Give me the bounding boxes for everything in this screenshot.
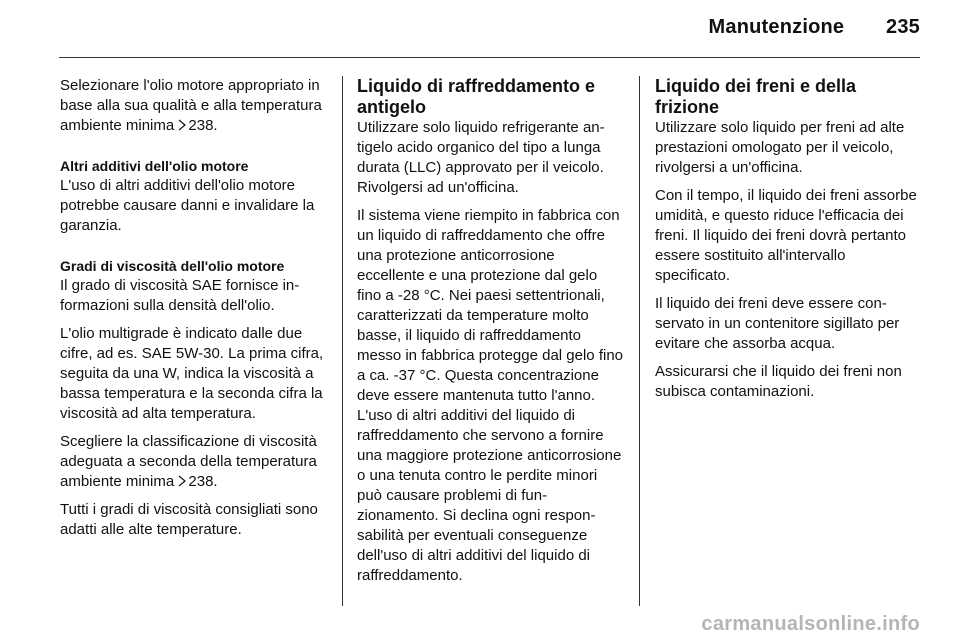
paragraph: Utilizzare solo liquido refrigerante antigelo acido organico del tipo a lunga durata (LLC) approvato per il veicolo. Rivolgersi ad un'officina. [357, 119, 605, 196]
paragraph-text: Selezionare l'olio motore appropriato in base alla sua qualità e alla temperatura ambiente minima [60, 77, 322, 134]
paragraph [60, 76, 324, 136]
section-heading: Liquido di raffreddamento e antigelo [357, 76, 596, 117]
column-3 [655, 76, 923, 410]
watermark: carmanualsonline.info [701, 613, 920, 635]
paragraph: Con il tempo, il liquido dei freni assorbe umidità, e questo riduce l'efficacia dei freni. Il liquido dei freni dovrà pertanto essere sostituito all'intervallo specificato. [655, 187, 917, 284]
paragraph: Il liquido dei freni deve essere conservato in un contenitore sigillato per evitare che assorba acqua. [655, 295, 900, 352]
paragraph-text: Scegliere la classificazione di viscosità adeguata a seconda della temperatura ambiente minima [60, 433, 317, 490]
page-reference-icon [178, 475, 186, 487]
section-heading: Liquido dei freni e della frizione [655, 76, 857, 117]
paragraph: L'olio multigrade è indicato dalle due cifre, ad es. SAE 5W-30. La prima cifra, seguita da una W, indica la viscosità a bassa temperatura e la seconda cifra la viscosità ad alta temperatura. [60, 325, 324, 422]
paragraph: Il grado di viscosità SAE fornisce informazioni sulla densità dell'olio. [60, 277, 300, 314]
subheading: Altri additivi dell'olio motore [60, 158, 249, 174]
paragraph: Assicurarsi che il liquido dei freni non subisca contaminazioni. [655, 363, 902, 400]
section-title: Manutenzione [708, 16, 845, 38]
page-reference[interactable]: 238. [188, 473, 218, 490]
column-divider [639, 76, 640, 606]
paragraph: L'uso di altri additivi dell'olio motore potrebbe causare danni e invalidare la garanzia. [60, 177, 315, 234]
page-number: 235 [886, 16, 920, 38]
column-1 [60, 76, 324, 548]
subheading: Gradi di viscosità dell'olio motore [60, 258, 285, 274]
paragraph: Il sistema viene riempito in fabbrica con un liquido di raffreddamento che offre una protezione anticorrosione eccellente e una protezione dal gelo fino a -28 °C. Nei paesi settentrionali, caratterizzati da temperature molto basse, il liquido di raffreddamento messo in fabbrica protegge dal gelo fino a ca. -37 °C. Questa concentrazione deve essere mantenuta tutto l'anno. L'uso di altri additivi del liquido di raffreddamento che servono a fornire una maggiore protezione anticorrosione o una tenuta contro le perdite minori può causare problemi di funzionamento. Si declina ogni responsabilità per eventuali conseguenze dell'uso di altri additivi del liquido di raffreddamento. [357, 207, 624, 584]
column-2 [357, 76, 623, 594]
paragraph [60, 432, 324, 492]
column-divider [342, 76, 343, 606]
page-reference-icon [178, 119, 186, 131]
page-reference[interactable]: 238. [188, 117, 218, 134]
header-divider [59, 57, 920, 58]
paragraph: Utilizzare solo liquido per freni ad alte prestazioni omologato per il veicolo, rivolgersi a un'officina. [655, 119, 905, 176]
page-header [709, 16, 920, 39]
paragraph: Tutti i gradi di viscosità consigliati sono adatti alle alte temperature. [60, 501, 318, 538]
